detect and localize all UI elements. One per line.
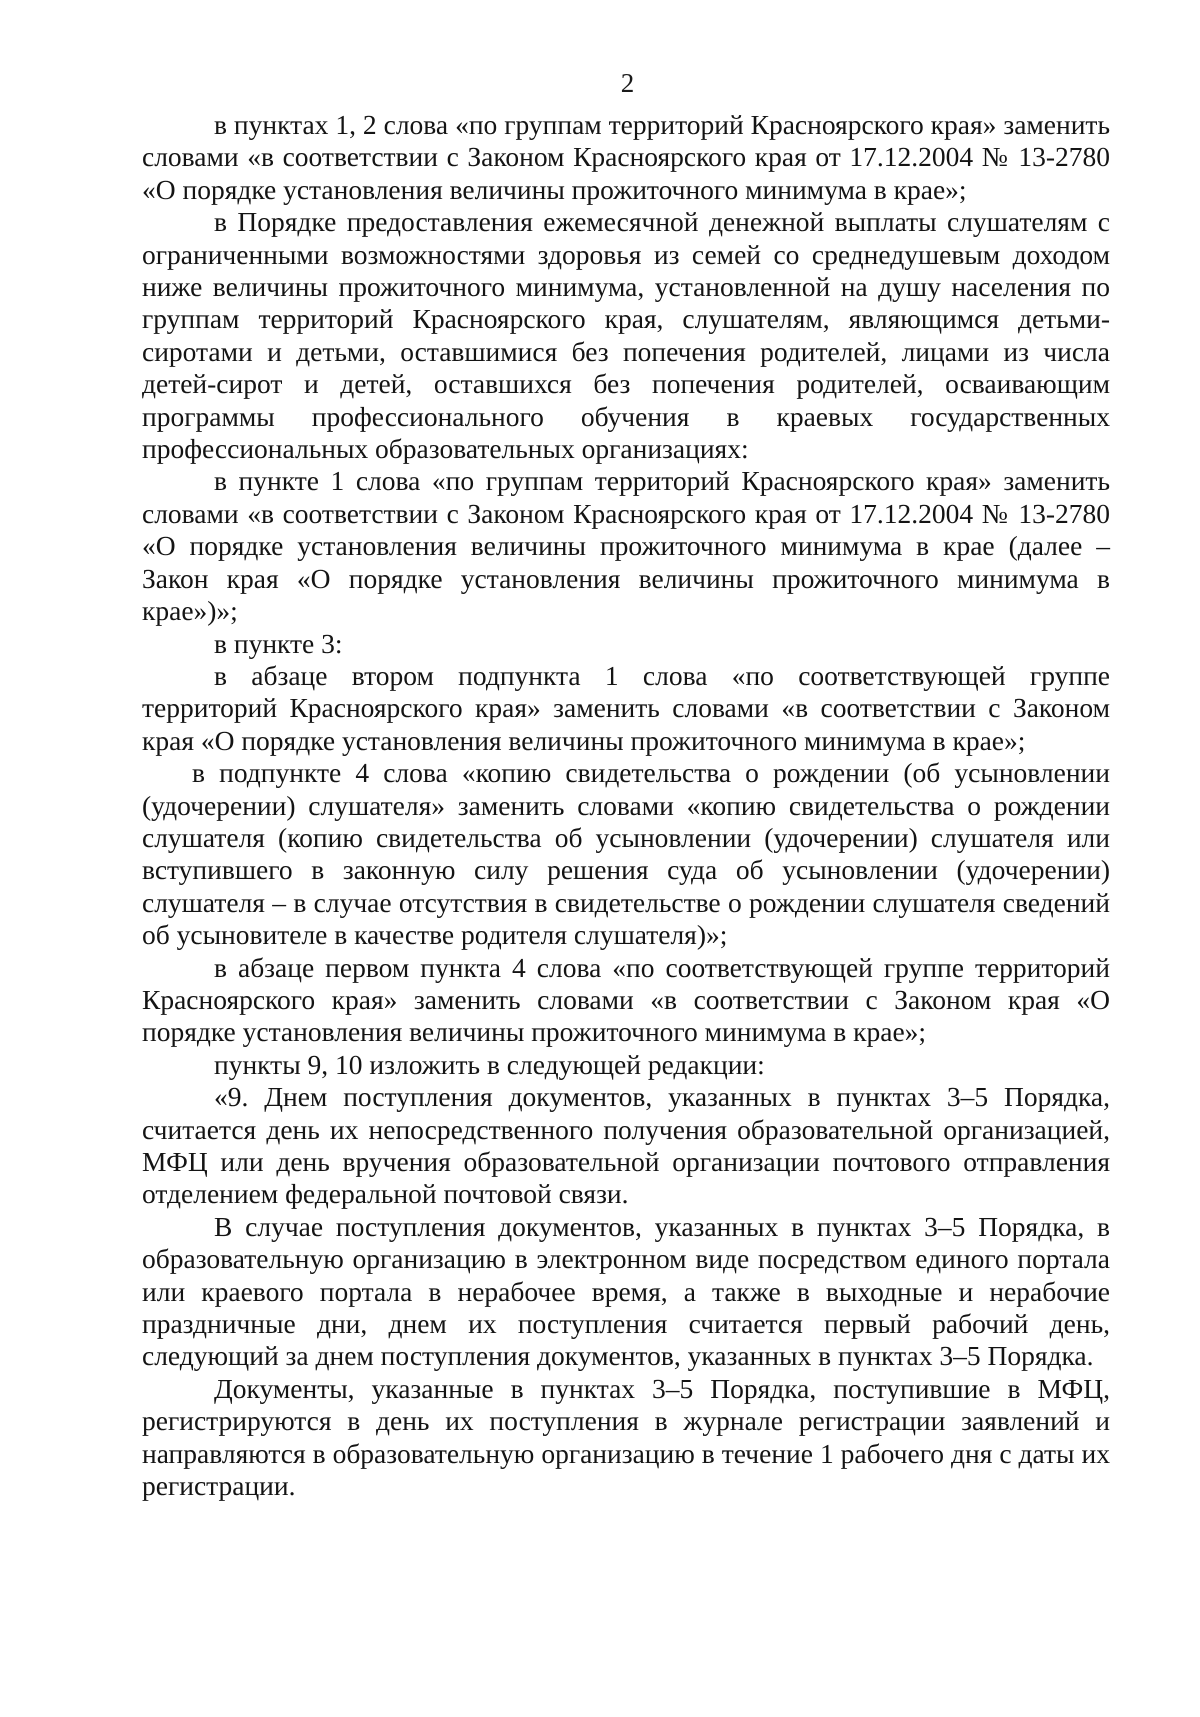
paragraph-amend-points-1-2: в пунктах 1, 2 слова «по группам территорий Красноярского края» заменить словами «в соответствии с Законом Красноярского края от 17.12.2004 № 13-2780 «О порядке установления величины прожиточного минимума в крае»; <box>142 109 1110 205</box>
paragraph-mfc-registration: Документы, указанные в пунктах 3–5 Порядка, поступившие в МФЦ, регистрируются в день их поступления в журнале регистрации заявлений и направляются в образовательную организацию в течение 1 рабочего дня с даты их регистрации. <box>142 1372 1110 1502</box>
document-body <box>142 109 1110 1502</box>
paragraph-procedure-title: в Порядке предоставления ежемесячной денежной выплаты слушателям с ограниченными возможностями здоровья из семей со среднедушевым доходом ниже величины прожиточного минимума, установленной на душу населения по группам территорий Красноярского края, слушателям, являющимся детьми-сиротами и детьми, оставшимися без попечения родителей, лицами из числа детей-сирот и детей, оставшихся без попечения родителей, осваивающим программы профессионального обучения в краевых государственных профессиональных образовательных организациях: <box>142 206 1110 465</box>
paragraph-point-4-amend: в абзаце первом пункта 4 слова «по соответствующей группе территорий Красноярского края» заменить словами «в соответствии с Законом края «О порядке установления величины прожиточного минимума в крае»; <box>142 951 1110 1048</box>
paragraph-point-3-intro: в пункте 3: <box>214 627 343 659</box>
paragraph-points-9-10-intro: пункты 9, 10 изложить в следующей редакции: <box>214 1048 765 1080</box>
paragraph-subpoint-4-amend: в подпункте 4 слова «копию свидетельства о рождении (об усыновлении (удочерении) слушателя» заменить словами «копию свидетельства о рождении слушателя (копию свидетельства об усыновлении (удочерении) слушателя или вступившего в законную силу решения суда об усыновлении (удочерении) слушателя – в случае отсутствия в свидетельстве о рождении слушателя сведений об усыновителе в качестве родителя слушателя)»; <box>142 757 1110 951</box>
paragraph-electronic-submission: В случае поступления документов, указанных в пунктах 3–5 Порядка, в образовательную организацию в электронном виде посредством единого портала или краевого портала в нерабочее время, а также в выходные и нерабочие праздничные дни, днем их поступления считается первый рабочий день, следующий за днем поступления документов, указанных в пунктах 3–5 Порядка. <box>142 1210 1110 1372</box>
paragraph-amend-point-1: в пункте 1 слова «по группам территорий Красноярского края» заменить словами «в соответствии с Законом Красноярского края от 17.12.2004 № 13-2780 «О порядке установления величины прожиточного минимума в крае (далее – Закон края «О порядке установления величины прожиточного минимума в крае»)»; <box>142 465 1110 627</box>
paragraph-subpoint-1-amend: в абзаце втором подпункта 1 слова «по соответствующей группе территорий Красноярского края» заменить словами «в соответствии с Законом края «О порядке установления величины прожиточного минимума в крае»; <box>142 659 1110 756</box>
page-number: 2 <box>620 68 635 98</box>
paragraph-point-9: «9. Днем поступления документов, указанных в пунктах 3–5 Порядка, считается день их непосредственного получения образовательной организацией, МФЦ или день вручения образовательной организации почтового отправления отделением федеральной почтовой связи. <box>142 1081 1110 1210</box>
